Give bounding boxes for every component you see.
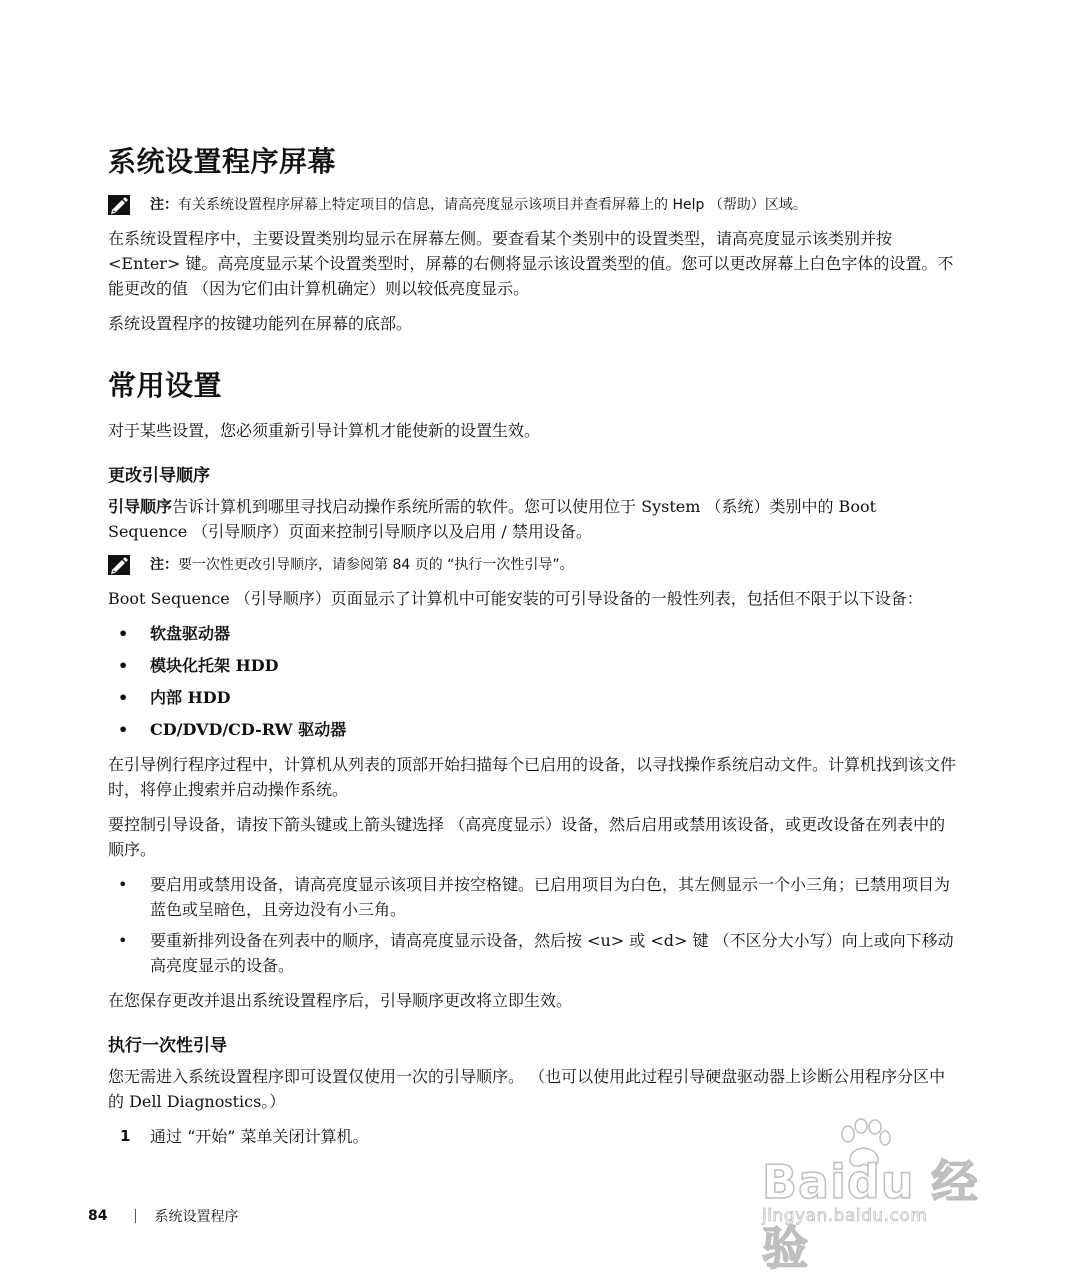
instruction-list xyxy=(108,872,958,978)
paragraph: 对于某些设置，您必须重新引导计算机才能使新的设置生效。 xyxy=(108,421,541,440)
note-text: 要一次性更改引导顺序，请参阅第 84 页的 “执行一次性引导”。 xyxy=(178,557,574,573)
note-text: 有关系统设置程序屏幕上特定项目的信息，请高亮度显示该项目并查看屏幕上的 Help （帮助）区域。 xyxy=(178,197,807,213)
list-item: • 要启用或禁用设备，请高亮度显示该项目并按空格键。已启用项目为白色，其左侧显示一个小三角；已禁用项目为蓝色或呈暗色，且旁边没有小三角。 xyxy=(118,875,951,919)
paragraph: 引导顺序告诉计算机到哪里寻找启动操作系统所需的软件。您可以使用位于 System （系统）类别中的 Boot Sequence （引导顺序）页面来控制引导顺序以及启用 / 禁用设备。 xyxy=(108,497,877,541)
note-label: 注： xyxy=(150,557,178,573)
paragraph: 要控制引导设备，请按下箭头键或上箭头键选择 （高亮度显示）设备，然后启用或禁用该设备，或更改设备在列表中的顺序。 xyxy=(108,815,946,859)
pencil-note-icon xyxy=(108,555,130,575)
step-number: 1 xyxy=(120,1127,131,1145)
paragraph: 系统设置程序的按键功能列在屏幕的底部。 xyxy=(108,314,413,333)
subsection-title-one-time-boot: 执行一次性引导 xyxy=(108,1036,227,1056)
watermark-brand: Baidu 经验 xyxy=(762,1155,979,1275)
list-item: • 要重新排列设备在列表中的顺序，请高亮度显示设备，然后按 <u> 或 <d> 键 （不区分大小写）向上或向下移动高亮度显示的设备。 xyxy=(118,931,954,975)
baidu-watermark xyxy=(748,1118,1008,1275)
step-text: 通过 “开始” 菜单关闭计算机。 xyxy=(150,1127,369,1146)
paragraph: Boot Sequence （引导顺序）页面显示了计算机中可能安装的可引导设备的一般性列表，包括但不限于以下设备： xyxy=(108,589,923,608)
list-item: • 内部 HDD xyxy=(118,688,231,707)
list-item: • 模块化托架 HDD xyxy=(118,656,279,675)
section-title-common-settings: 常用设置 xyxy=(108,369,223,402)
subsection-title-change-boot-order: 更改引导顺序 xyxy=(108,466,210,486)
paragraph: 在您保存更改并退出系统设置程序后，引导顺序更改将立即生效。 xyxy=(108,991,573,1010)
page-number: 84 xyxy=(88,1208,108,1224)
paragraph: 您无需进入系统设置程序即可设置仅使用一次的引导顺序。 （也可以使用此过程引导硬盘驱动器上诊断公用程序分区中的 Dell Diagnostics。） xyxy=(108,1067,946,1111)
paragraph: 在系统设置程序中，主要设置类别均显示在屏幕左侧。要查看某个类别中的设置类型，请高亮度显示该类别并按 <Enter> 键。高亮度显示某个设置类型时，屏幕的右侧将显示该设置类型的值。您可以更改屏幕上白色字体的设置。不能更改的值 （因为它们由计算机确定）则以较低亮度显示。 xyxy=(108,229,954,298)
paragraph: 在引导例行程序过程中，计算机从列表的顶部开始扫描每个已启用的设备，以寻找操作系统启动文件。计算机找到该文件时，将停止搜索并启动操作系统。 xyxy=(108,755,957,799)
watermark-url: jingyan.baidu.com xyxy=(762,1206,928,1226)
page-footer xyxy=(88,1206,238,1226)
section-title-setup-screen: 系统设置程序屏幕 xyxy=(108,145,337,178)
footer-divider xyxy=(135,1209,136,1223)
list-item: • 软盘驱动器 xyxy=(118,624,231,643)
note-label: 注： xyxy=(150,197,178,213)
note-help xyxy=(108,194,958,216)
note-one-time-boot xyxy=(108,554,958,576)
bold-term: 引导顺序 xyxy=(108,497,173,516)
list-item: • CD/DVD/CD-RW 驱动器 xyxy=(118,720,347,739)
page-content xyxy=(108,140,958,1157)
pencil-note-icon xyxy=(108,195,130,215)
device-list xyxy=(108,621,958,742)
chapter-name: 系统设置程序 xyxy=(154,1209,239,1225)
